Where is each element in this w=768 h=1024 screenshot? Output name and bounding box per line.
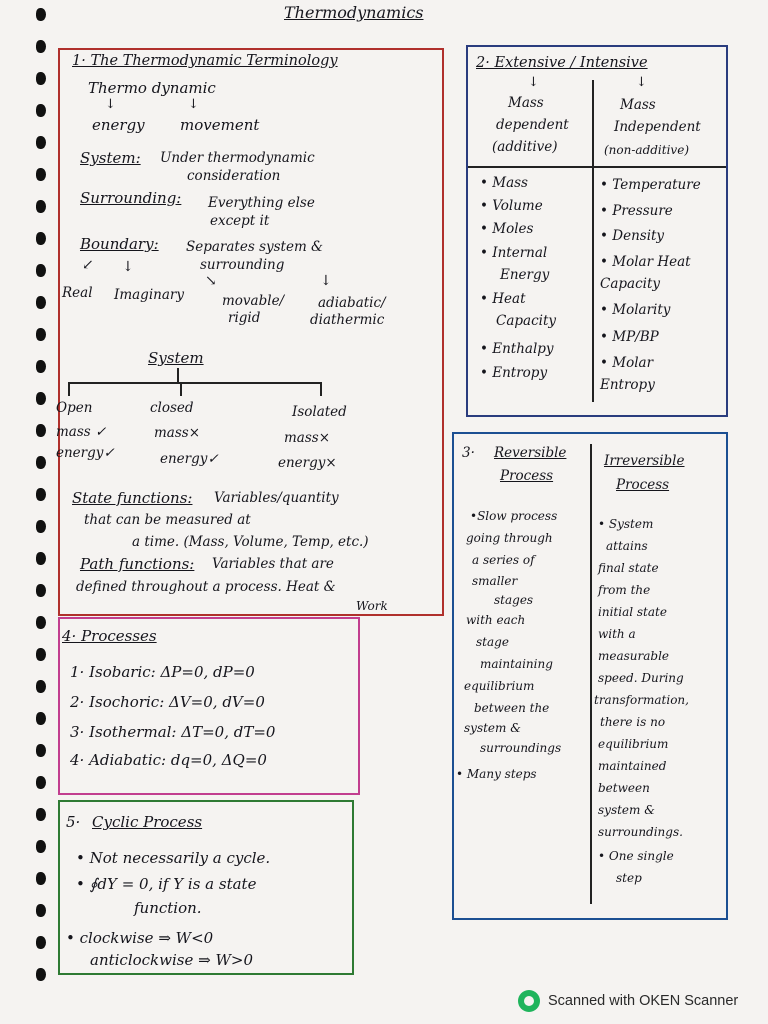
movement-word: movement	[180, 116, 260, 134]
scanner-watermark	[518, 990, 738, 1012]
section-5-number: 5·	[66, 813, 81, 831]
cyclic-line: anticlockwise ⇒ W>0	[90, 951, 253, 969]
energy-word: energy	[92, 116, 145, 134]
cyclic-line: • Not necessarily a cycle.	[76, 849, 271, 867]
boundary-adiabatic: adiabatic/	[318, 295, 386, 311]
reversible-heading: Reversible	[494, 445, 567, 461]
binding-hole	[36, 8, 46, 21]
system-isolated: Isolated	[292, 404, 347, 420]
binding-hole	[36, 328, 46, 341]
extensive-item: Energy	[500, 267, 550, 283]
binding-hole	[36, 424, 46, 437]
binding-hole	[36, 72, 46, 85]
irreversible-line: equilibrium	[598, 737, 669, 751]
irreversible-line: maintained	[598, 759, 667, 773]
surrounding-definition-cont: except it	[210, 213, 270, 229]
intensive-item: Entropy	[600, 377, 655, 393]
binding-hole	[36, 744, 46, 757]
arrow-down-icon: ↓	[636, 75, 647, 90]
cyclic-line: • clockwise ⇒ W<0	[66, 929, 214, 947]
system-definition: Under thermodynamic	[160, 150, 315, 166]
path-functions-term: Path functions:	[80, 555, 195, 573]
intensive-item: • Density	[600, 228, 665, 244]
process-item: 4· Adiabatic: dq=0, ΔQ=0	[70, 751, 267, 769]
binding-hole	[36, 200, 46, 213]
tree-leg	[320, 382, 322, 396]
column-divider	[590, 444, 592, 904]
reversible-line: •Slow process	[470, 509, 558, 523]
binding-hole	[36, 648, 46, 661]
binding-hole	[36, 904, 46, 917]
binding-hole	[36, 968, 46, 981]
extensive-item: • Volume	[480, 198, 543, 214]
irreversible-line: between	[598, 781, 650, 795]
boundary-real: Real	[62, 285, 93, 301]
reversible-line: surroundings	[480, 741, 562, 755]
process-item: 1· Isobaric: ΔP=0, dP=0	[70, 663, 255, 681]
intensive-item: • Temperature	[600, 177, 701, 193]
intensive-desc: (non-additive)	[604, 143, 689, 157]
extensive-desc: (additive)	[492, 139, 558, 155]
system-definition-cont: consideration	[187, 168, 281, 184]
binding-hole	[36, 936, 46, 949]
binding-hole	[36, 40, 46, 53]
path-functions-def: Variables that are	[212, 556, 334, 572]
binding-hole	[36, 808, 46, 821]
irreversible-heading: Irreversible	[604, 453, 685, 469]
intensive-item: • Molarity	[600, 302, 671, 318]
arrow-down-icon: ↓	[188, 97, 199, 112]
system-tree-title: System	[148, 349, 204, 367]
cyclic-line: • ∮dY = 0, if Y is a state	[76, 875, 257, 893]
binding-hole	[36, 712, 46, 725]
state-functions-def: Variables/quantity	[214, 490, 339, 506]
binding-hole	[36, 264, 46, 277]
page-title: Thermodynamics	[284, 3, 424, 22]
irreversible-line: step	[616, 871, 642, 885]
arrow-down-left-icon: ↙	[82, 257, 94, 273]
section-3-number: 3·	[462, 445, 475, 461]
reversible-line: equilibrium	[464, 679, 535, 693]
open-energy: energy✓	[56, 445, 115, 461]
open-mass: mass ✓	[56, 424, 107, 440]
binding-hole	[36, 488, 46, 501]
irreversible-line: with a	[598, 627, 636, 641]
irreversible-line: initial state	[598, 605, 667, 619]
intensive-item: • Molar	[600, 355, 654, 371]
intensive-item: Capacity	[600, 276, 660, 292]
row-divider	[468, 166, 726, 168]
irreversible-line: • One single	[598, 849, 674, 863]
intensive-desc: Mass	[620, 97, 656, 113]
binding-hole	[36, 168, 46, 181]
irreversible-line: speed. During	[598, 671, 684, 685]
reversible-line: stage	[476, 635, 509, 649]
binding-hole	[36, 392, 46, 405]
binding-hole	[36, 296, 46, 309]
system-term: System:	[80, 149, 141, 167]
reversible-line: going through	[466, 531, 553, 545]
reversible-line: system &	[464, 721, 521, 735]
state-functions-term: State functions:	[72, 489, 193, 507]
scanner-text: Scanned with OKEN Scanner	[548, 993, 739, 1009]
surrounding-term: Surrounding:	[80, 189, 182, 207]
tree-branch	[68, 382, 322, 384]
extensive-item: • Internal	[480, 245, 548, 261]
boundary-movable: movable/	[222, 293, 285, 309]
binding-hole	[36, 232, 46, 245]
closed-mass: mass×	[154, 425, 201, 441]
extensive-item: Capacity	[496, 313, 556, 329]
state-functions-def-cont: that can be measured at	[84, 512, 251, 528]
thermo-dynamic-word: Thermo dynamic	[88, 79, 216, 97]
extensive-item: • Entropy	[480, 365, 548, 381]
extensive-desc: dependent	[496, 117, 569, 133]
binding-hole	[36, 456, 46, 469]
intensive-item: • MP/BP	[600, 329, 659, 345]
reversible-line: stages	[494, 593, 534, 607]
processes-heading: 4· Processes	[62, 627, 157, 645]
reversible-line: smaller	[472, 574, 518, 588]
reversible-line: with each	[466, 613, 526, 627]
binding-hole	[36, 520, 46, 533]
cyclic-line: function.	[134, 899, 202, 917]
arrow-down-icon: ↓	[105, 97, 116, 112]
irreversible-line: attains	[606, 539, 648, 553]
intensive-item: • Molar Heat	[600, 254, 691, 270]
scanner-logo-icon	[518, 990, 540, 1012]
isolated-energy: energy×	[278, 455, 337, 471]
arrow-down-icon: ↓	[320, 273, 332, 289]
column-divider	[592, 80, 594, 402]
binding-hole	[36, 360, 46, 373]
binding-hole	[36, 584, 46, 597]
extensive-item: • Moles	[480, 221, 534, 237]
boundary-definition: Separates system &	[186, 239, 324, 255]
reversible-line: • Many steps	[456, 767, 537, 781]
extensive-item: • Heat	[480, 291, 526, 307]
tree-stem	[177, 368, 179, 382]
isolated-mass: mass×	[284, 430, 331, 446]
binding-hole	[36, 776, 46, 789]
irreversible-line: final state	[598, 561, 659, 575]
extensive-intensive-heading: 2· Extensive / Intensive	[476, 55, 648, 71]
terminology-heading: 1· The Thermodynamic Terminology	[72, 53, 338, 69]
binding-hole	[36, 872, 46, 885]
binding-hole	[36, 680, 46, 693]
boundary-rigid: rigid	[228, 310, 261, 326]
binding-hole	[36, 104, 46, 117]
intensive-desc: Independent	[614, 119, 701, 135]
irreversible-line: surroundings.	[598, 825, 683, 839]
boundary-term: Boundary:	[80, 235, 159, 253]
system-open: Open	[56, 400, 93, 416]
extensive-item: • Enthalpy	[480, 341, 554, 357]
irreversible-line: system &	[598, 803, 655, 817]
reversible-line: a series of	[472, 553, 535, 567]
closed-energy: energy✓	[160, 451, 219, 467]
surrounding-definition: Everything else	[208, 195, 315, 211]
binding-hole	[36, 552, 46, 565]
irreversible-line: transformation,	[594, 693, 689, 707]
arrow-down-right-icon: ↘	[205, 273, 217, 289]
tree-leg	[68, 382, 70, 396]
reversible-heading-cont: Process	[500, 468, 554, 484]
extensive-item: • Mass	[480, 175, 528, 191]
binding-hole	[36, 840, 46, 853]
binding-hole	[36, 616, 46, 629]
cyclic-process-heading: Cyclic Process	[92, 813, 203, 831]
binding-hole	[36, 136, 46, 149]
intensive-item: • Pressure	[600, 203, 673, 219]
path-functions-def-cont: defined throughout a process. Heat &	[76, 579, 336, 595]
irreversible-line: • System	[598, 517, 654, 531]
irreversible-line: measurable	[598, 649, 670, 663]
boundary-definition-cont: surrounding	[200, 257, 285, 273]
reversible-line: between the	[474, 701, 550, 715]
spiral-binding	[30, 0, 50, 1000]
boundary-imaginary: Imaginary	[114, 287, 184, 303]
system-closed: closed	[150, 400, 194, 416]
state-functions-def-end: a time. (Mass, Volume, Temp, etc.)	[132, 534, 369, 550]
irreversible-line: from the	[598, 583, 651, 597]
irreversible-heading-cont: Process	[616, 477, 670, 493]
path-functions-work: Work	[356, 599, 388, 613]
arrow-down-icon: ↓	[122, 259, 134, 275]
extensive-desc: Mass	[508, 95, 544, 111]
reversible-line: maintaining	[480, 657, 553, 671]
tree-leg	[180, 382, 182, 396]
arrow-down-icon: ↓	[528, 75, 539, 90]
irreversible-line: there is no	[600, 715, 666, 729]
process-item: 2· Isochoric: ΔV=0, dV=0	[70, 693, 265, 711]
process-item: 3· Isothermal: ΔT=0, dT=0	[70, 723, 276, 741]
boundary-diathermic: diathermic	[310, 312, 385, 328]
